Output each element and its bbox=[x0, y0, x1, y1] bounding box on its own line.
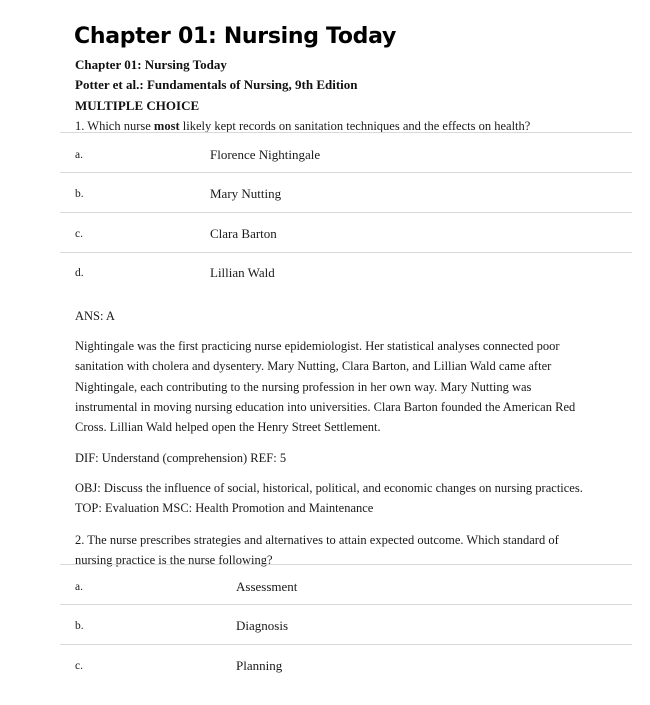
option-divider bbox=[60, 604, 632, 605]
rationale bbox=[75, 336, 595, 437]
rationale-line: instrumental in moving nursing education into universities. Clara Barton founded the American Red bbox=[75, 399, 576, 414]
option-divider bbox=[60, 644, 632, 645]
rationale-line: Nightingale, each contributing to the nursing profession in her own way. Mary Nutting was bbox=[75, 379, 532, 394]
option-divider bbox=[60, 564, 632, 565]
page-title: Chapter 01: Nursing Today bbox=[74, 24, 397, 49]
rationale-line: Cross. Lillian Wald helped open the Henry Street Settlement. bbox=[75, 420, 381, 435]
chapter-subtitle: Chapter 01: Nursing Today bbox=[75, 57, 227, 72]
source-citation: Potter et al.: Fundamentals of Nursing, 9th Edition bbox=[75, 77, 358, 92]
q2-option-a-text: Assessment bbox=[236, 579, 298, 594]
q2-option-b-text: Diagnosis bbox=[236, 618, 288, 633]
q2-option-c-text: Planning bbox=[236, 658, 283, 673]
difficulty-reference: DIF: Understand (comprehension) REF: 5 bbox=[75, 451, 287, 465]
question-2-stem-line: nursing practice is the nurse following? bbox=[75, 553, 273, 568]
option-divider bbox=[60, 212, 632, 213]
option-c-text: Clara Barton bbox=[210, 226, 277, 241]
q2-option-c-letter: c. bbox=[75, 660, 83, 672]
option-a-text: Florence Nightingale bbox=[210, 147, 321, 162]
option-c-letter: c. bbox=[75, 228, 83, 240]
question-1-emphasis: most bbox=[153, 119, 180, 133]
option-divider bbox=[60, 132, 632, 133]
rationale-line: Nightingale was the first practicing nurse epidemiologist. Her statistical analyses connected poor bbox=[75, 339, 560, 353]
option-divider bbox=[60, 172, 632, 173]
option-b-letter: b. bbox=[75, 188, 84, 200]
q2-option-b-letter: b. bbox=[75, 620, 84, 632]
question-1-stem: 1. Which nurse most likely kept records on sanitation techniques and the effects on health? bbox=[75, 119, 531, 133]
option-b-text: Mary Nutting bbox=[210, 186, 282, 201]
option-a-letter: a. bbox=[75, 149, 83, 161]
objective: OBJ: Discuss the influence of social, historical, political, and economic changes on nursing practices. bbox=[75, 481, 583, 495]
q2-option-a-letter: a. bbox=[75, 581, 83, 593]
option-d-letter: d. bbox=[75, 267, 84, 279]
question-2-stem-line: 2. The nurse prescribes strategies and alternatives to attain expected outcome. Which standard of bbox=[75, 533, 559, 547]
option-divider bbox=[60, 252, 632, 253]
section-heading: MULTIPLE CHOICE bbox=[75, 98, 200, 113]
rationale-line: sanitation with cholera and dysentery. Mary Nutting, Clara Barton, and Lillian Wald came after bbox=[75, 359, 552, 374]
topic-msc: TOP: Evaluation MSC: Health Promotion and Maintenance bbox=[75, 501, 374, 515]
answer-key: ANS: A bbox=[75, 309, 115, 323]
option-d-text: Lillian Wald bbox=[210, 265, 275, 280]
